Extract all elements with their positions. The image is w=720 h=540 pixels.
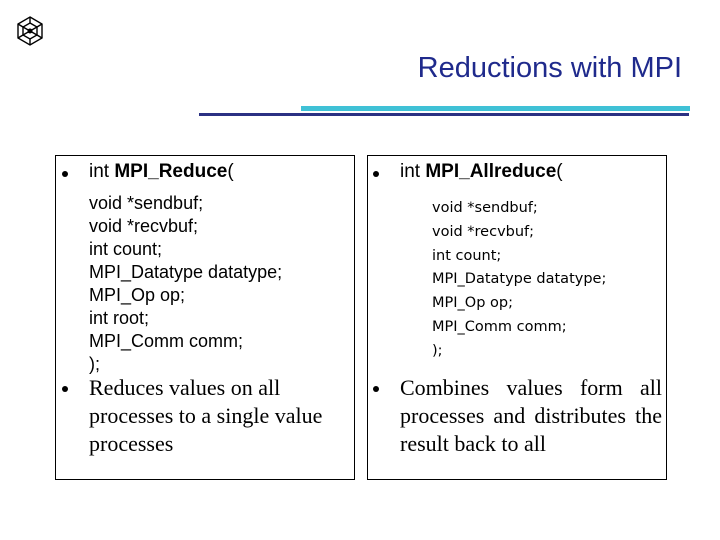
mpi-reduce-parameters	[89, 192, 282, 376]
mpi-allreduce-parameters	[432, 197, 606, 364]
param-line: MPI_Op op;	[89, 285, 186, 305]
param-line: MPI_Datatype datatype;	[432, 271, 607, 288]
mpi-reduce-signature	[89, 161, 234, 183]
title-underline-cyan	[301, 106, 690, 111]
bullet-icon	[373, 386, 379, 392]
mpi-allreduce-description: Combines values form all processes and distributes the result back to all	[400, 375, 662, 456]
network-logo-icon	[14, 15, 46, 47]
signature-paren: (	[227, 161, 234, 182]
param-line: );	[432, 342, 443, 359]
slide-title: Reductions with MPI	[417, 52, 682, 84]
param-line: void *sendbuf;	[89, 193, 204, 213]
mpi-allreduce-signature	[400, 161, 563, 183]
bullet-icon	[62, 386, 68, 392]
param-line: MPI_Comm comm;	[89, 331, 244, 351]
param-line: MPI_Comm comm;	[432, 318, 567, 335]
param-line: MPI_Op op;	[432, 295, 513, 312]
param-line: void *sendbuf;	[432, 200, 538, 216]
param-line: void *recvbuf;	[89, 216, 199, 236]
signature-prefix: int	[89, 161, 115, 182]
signature-paren: (	[556, 161, 563, 182]
param-line: int count;	[432, 247, 502, 264]
mpi-reduce-panel	[55, 155, 355, 480]
mpi-allreduce-panel	[367, 155, 667, 480]
param-line: void *recvbuf;	[432, 223, 535, 240]
param-line: int count;	[89, 239, 163, 259]
signature-prefix: int	[400, 161, 426, 182]
param-line: int root;	[89, 308, 150, 328]
param-line: );	[89, 354, 100, 374]
function-name: MPI_Reduce	[114, 161, 228, 182]
bullet-icon	[62, 171, 68, 177]
param-line: MPI_Datatype datatype;	[89, 262, 283, 282]
mpi-reduce-description: Reduces values on all processes to a single value processes	[89, 375, 323, 456]
bullet-icon	[373, 171, 379, 177]
function-name: MPI_Allreduce	[425, 161, 557, 182]
title-underline-navy	[199, 113, 689, 116]
